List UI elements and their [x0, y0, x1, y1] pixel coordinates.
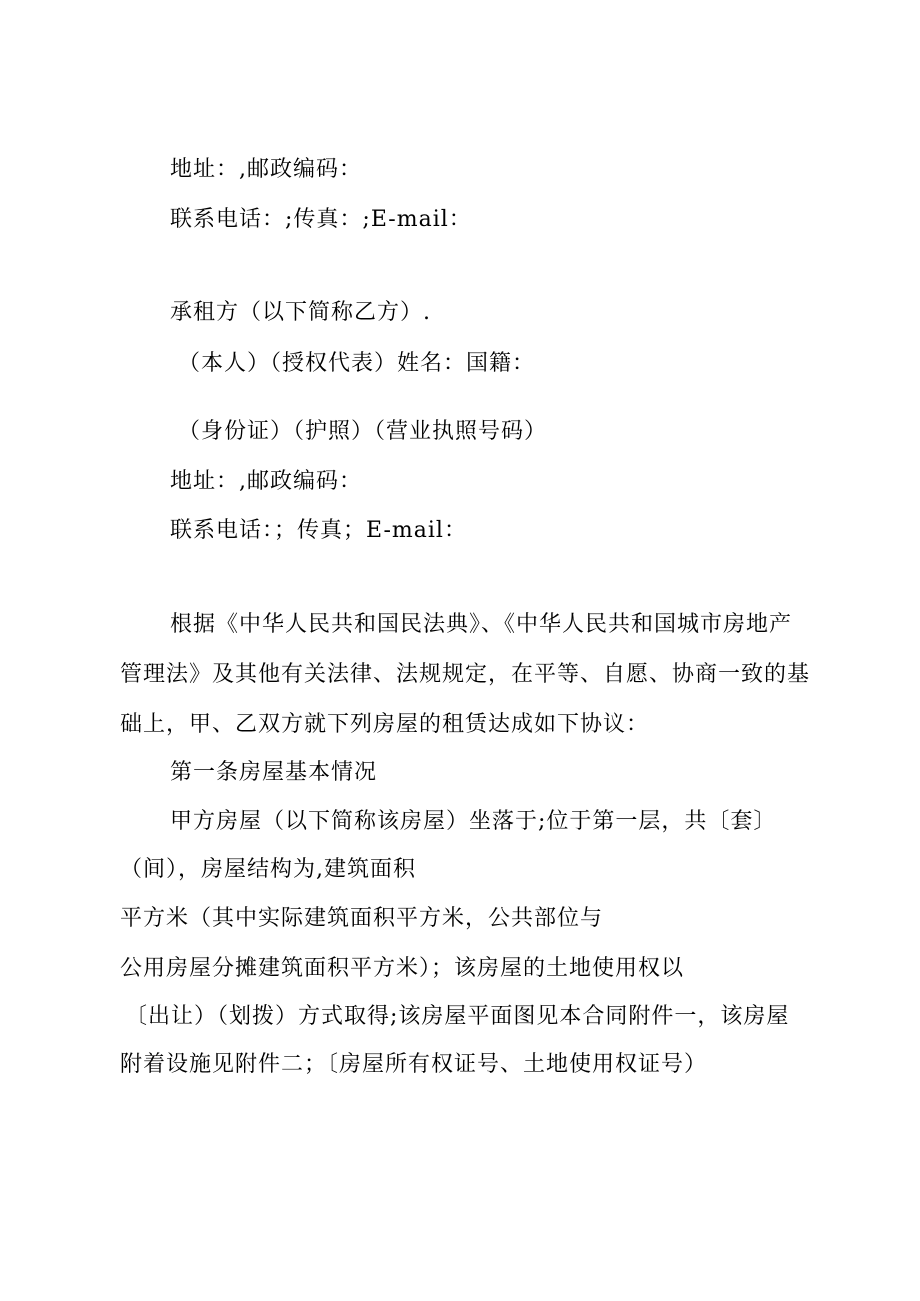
- preamble-line-3: 础上，甲、乙双方就下列房屋的租赁达成如下协议：: [120, 712, 650, 737]
- article-1-line-5: 〔出让）（划拨）方式取得;该房屋平面图见本合同附件一，该房屋: [125, 1004, 790, 1029]
- article-1-title: 第一条房屋基本情况: [170, 760, 378, 785]
- article-1-line-4: 公用房屋分摊建筑面积平方米）；该房屋的土地使用权以: [120, 956, 685, 981]
- lessee-phone-line: 联系电话：；传真；E-mail：: [170, 518, 467, 543]
- lessor-address-line: 地址：,邮政编码：: [170, 157, 362, 182]
- lessor-phone-line: 联系电话：;传真：;E-mail：: [170, 207, 472, 232]
- lessee-address-line: 地址：,邮政编码：: [170, 469, 362, 494]
- article-1-line-6: 附着设施见附件二；〔房屋所有权证号、土地使用权证号）: [120, 1052, 708, 1077]
- article-1-line-3: 平方米（其中实际建筑面积平方米，公共部位与: [120, 906, 604, 931]
- preamble-line-2: 管理法》及其他有关法律、法规规定，在平等、自愿、协商一致的基: [120, 662, 811, 687]
- lessee-name-line: （本人）（授权代表）姓名：国籍：: [178, 351, 536, 376]
- lessee-id-line: （身份证）（护照）（营业执照号码）: [178, 419, 548, 444]
- article-1-line-1: 甲方房屋（以下简称该房屋）坐落于;位于第一层，共〔套〕: [170, 809, 777, 834]
- article-1-line-2: （间），房屋结构为,建筑面积: [120, 857, 416, 882]
- lessee-heading: 承租方（以下简称乙方）.: [170, 300, 431, 325]
- preamble-line-1: 根据《中华人民共和国民法典》、《中华人民共和国城市房地产: [170, 612, 793, 637]
